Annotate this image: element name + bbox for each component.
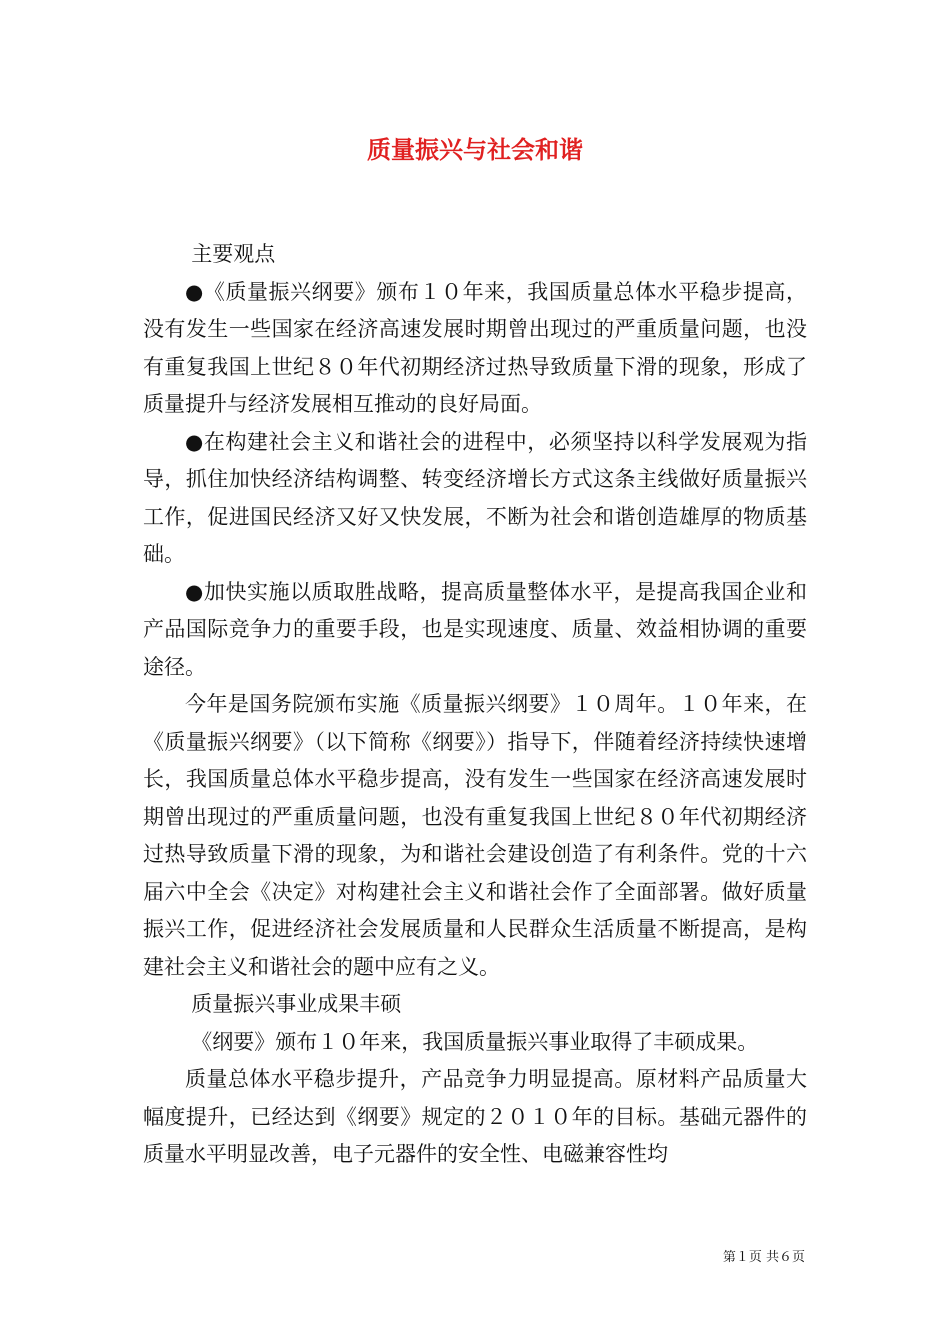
document-title: 质量振兴与社会和谐: [367, 135, 583, 164]
section-heading-achievements: 质量振兴事业成果丰硕: [191, 992, 402, 1016]
achievements-summary: 《纲要》颁布１０年来，我国质量振兴事业取得了丰硕成果。: [191, 1029, 759, 1054]
page-number-footer: 第１页 共６页: [722, 1250, 805, 1265]
bullet-point-3: ●加快实施以质取胜战略，提高质量整体水平，是提高我国企业和产品国际竞争力的重要手段，也是实现速度、质量、效益相协调的重要途径。: [143, 579, 807, 679]
section-heading-main-points: 主要观点: [191, 242, 276, 266]
bullet-point-1: ●《质量振兴纲要》颁布１０年来，我国质量总体水平稳步提高，没有发生一些国家在经济高速发展时期曾出现过的严重质量问题，也没有重复我国上世纪８０年代初期经济过热导致质量下滑的现象，形成了质量提升与经济发展相互推动的良好局面。: [143, 279, 807, 416]
intro-paragraph: 今年是国务院颁布实施《质量振兴纲要》１０周年。１０年来，在《质量振兴纲要》（以下简称《纲要》）指导下，伴随着经济持续快速增长，我国质量总体水平稳步提高，没有发生一些国家在经济高速发展时期曾出现过的严重质量问题，也没有重复我国上世纪８０年代初期经济过热导致质量下滑的现象，为和谐社会建设创造了有利条件。党的十六届六中全会《决定》对构建社会主义和谐社会作了全面部署。做好质量振兴工作，促进经济社会发展质量和人民群众生活质量不断提高，是构建社会主义和谐社会的题中应有之义。: [143, 692, 807, 979]
document-body: [143, 236, 807, 1174]
achievements-detail: 质量总体水平稳步提升，产品竞争力明显提高。原材料产品质量大幅度提升，已经达到《纲要》规定的２０１０年的目标。基础元器件的质量水平明显改善，电子元器件的安全性、电磁兼容性均: [143, 1067, 807, 1166]
bullet-point-2: ●在构建社会主义和谐社会的进程中，必须坚持以科学发展观为指导，抓住加快经济结构调整、转变经济增长方式这条主线做好质量振兴工作，促进国民经济又好又快发展，不断为社会和谐创造雄厚的物质基础。: [143, 429, 807, 566]
